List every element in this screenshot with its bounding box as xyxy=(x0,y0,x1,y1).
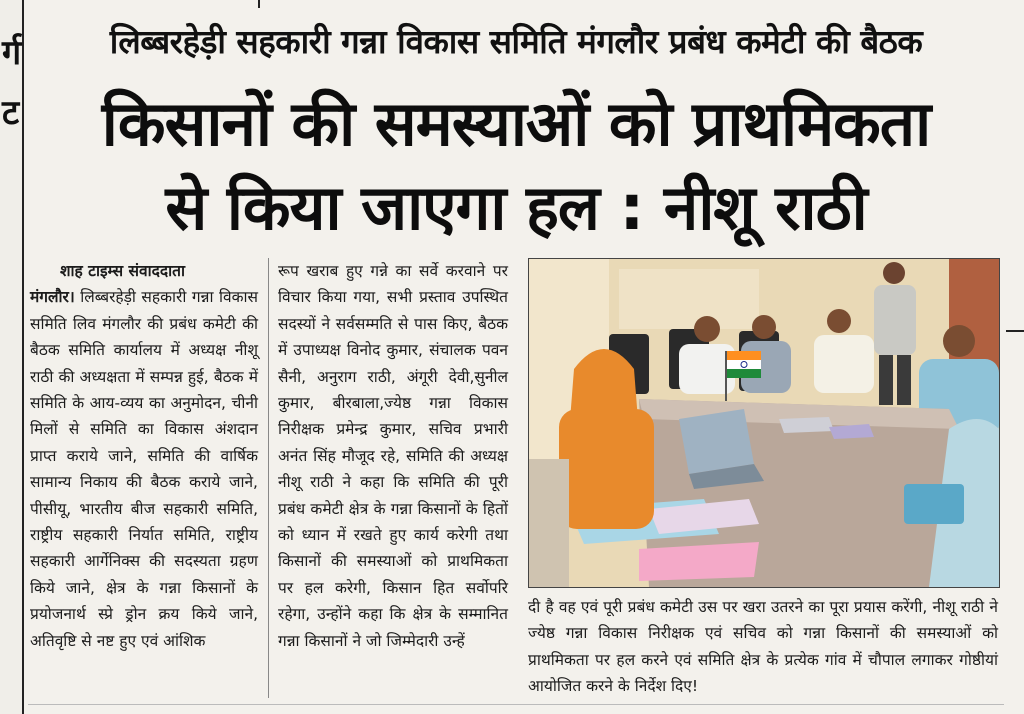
headline-line-2: से किया जाएगा हल : नीशू राठी xyxy=(165,171,867,244)
news-article xyxy=(28,8,1004,708)
meeting-photo-illustration xyxy=(529,259,999,587)
meeting-photo xyxy=(528,258,1000,588)
clipped-fragment: र्ग xyxy=(2,33,22,73)
clipped-fragment: ट xyxy=(2,93,20,133)
column-divider xyxy=(268,258,269,698)
dateline: मंगलौर। xyxy=(30,288,75,307)
kicker-headline: लिब्बरहेड़ी सहकारी गन्ना विकास समिति मंगलौर प्रबंध कमेटी की बैठक xyxy=(109,22,923,61)
adjacent-rule xyxy=(1006,330,1024,332)
article-column-2 xyxy=(278,258,508,654)
column-3-body: दी है वह एवं पूरी प्रबंध कमेटी उस पर खरा उतरने का पूरा प्रयास करेंगी, नीशू राठी ने ज्येष्ठ गन्ना विकास निरीक्षक एवं सचिव को गन्ना किसानों की समस्याओं को प्राथमिकता पर हल करने एवं समिति क्षेत्र के प्रत्येक गांव में चौपाल लगाकर गोष्ठीयां आयोजित करने के निर्देश दिए! xyxy=(528,598,998,696)
adjacent-article-edge xyxy=(0,0,24,714)
main-headline xyxy=(28,82,1004,250)
column-1-body: लिब्बरहेड़ी सहकारी गन्ना विकास समिति लिव मंगलौर की प्रबंध कमेटी की बैठक समिति कार्यालय में अध्यक्ष नीशू राठी की अध्यक्षता में सम्पन्न हुई, बैठक में समिति के आय-व्यय का अनुमोदन, चीनी मिलों से समिति का विकास अंशदान प्राप्त कराये जाने, समिति की वार्षिक सामान्य निकाय की बैठक कराये जाने, पीसीयू, भारतीय बीज सहकारी समिति, राष्ट्रीय सहकारी निर्यात समिति, राष्ट्रीय सहकारी आर्गेनिक्स की सदस्यता ग्रहण किये जाने, क्षेत्र के गन्ना किसानों के प्रयोजनार्थ स्प्रे ड्रोन क्रय किये जाने, अतिवृष्टि से नष्ट हुए एवं आंशिक xyxy=(30,288,258,650)
article-column-1 xyxy=(30,258,258,654)
bottom-rule xyxy=(28,704,1004,705)
byline: शाह टाइम्स संवाददाता xyxy=(60,262,185,280)
column-mark xyxy=(258,0,260,8)
column-2-body: रूप खराब हुए गन्ने का सर्वे करवाने पर विचार किया गया, सभी प्रस्ताव उपस्थित सदस्यों ने सर्वसम्मति से पास किए, बैठक में उपाध्यक्ष विनोद कुमार, संचालक पवन सैनी, अनुराग राठी, अंगूरी देवी,सुनील कुमार, बीरबाला,ज्येष्ठ गन्ना विकास निरीक्षक प्रमेन्द्र कुमार, सचिव प्रभारी अनंत सिंह मौजूद रहे, समिति की अध्यक्ष नीशू राठी ने कहा कि समिति की पूरी प्रबंध कमेटी क्षेत्र के गन्ना किसानों के हितों को ध्यान में रखते हुए कार्य करेगी तथा किसानों की समस्याओं को प्राथमिकता पर हल करेगी, किसान हित सर्वोपरि रहेगा, उन्होंने कहा कि क्षेत्र के सम्मानित गन्ना किसानों ने जो जिम्मेदारी उन्हें xyxy=(278,262,508,650)
headline-line-1: किसानों की समस्याओं को प्राथमिकता xyxy=(101,87,931,160)
column-1-text xyxy=(30,284,258,654)
article-column-3 xyxy=(528,594,998,700)
